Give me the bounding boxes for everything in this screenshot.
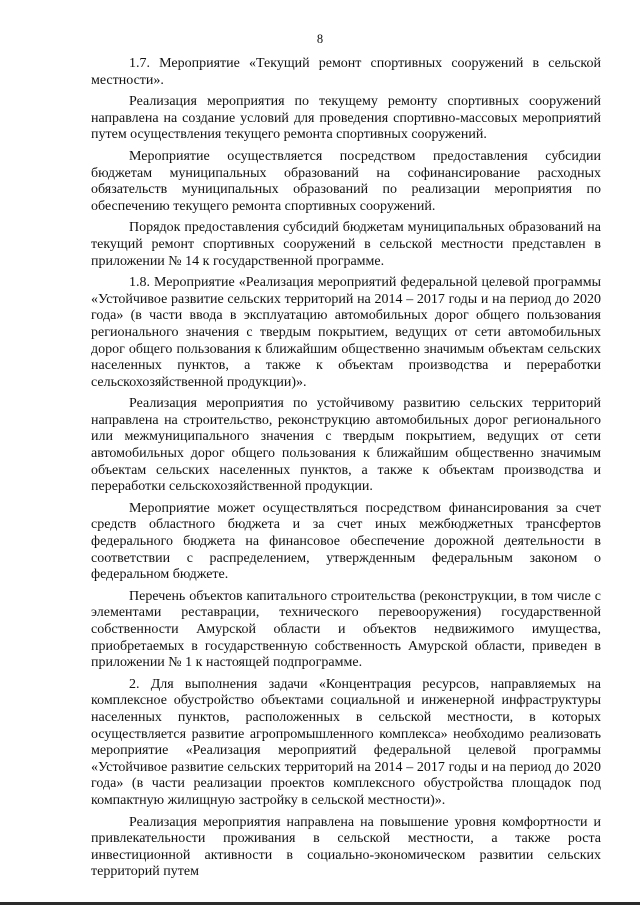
paragraph-1-7-heading: 1.7. Мероприятие «Текущий ремонт спортивных сооружений в сельской местности». (91, 56, 601, 88)
paragraph: Реализация мероприятия по устойчивому развитию сельских территорий направлена на строительство, реконструкцию автомобильных дорог регионального или межмуниципального значения с твердым покрытием, ведущих от сети автомобильных дорог общего пользования к ближайшим общественно значимым объектам сельских населенных пунктов, а также к объектам производства и переработки сельскохозяйственной продукции. (91, 396, 601, 495)
document-body (91, 56, 601, 886)
paragraph: Реализация мероприятия направлена на повышение уровня комфортности и привлекательности проживания в сельской местности, а также роста инвестиционной активности в социально-экономическом развитии сельских территорий путем (91, 814, 601, 880)
paragraph: Мероприятие может осуществляться посредством финансирования за счет средств областного бюджета и за счет иных межбюджетных трансфертов федерального бюджета на финансовое обеспечение дорожной деятельности в соответствии с распределением, утвержденным федеральным законом о федеральном бюджете. (91, 500, 601, 583)
paragraph-1-8-heading: 1.8. Мероприятие «Реализация мероприятий федеральной целевой программы «Устойчивое развитие сельских территорий на 2014 – 2017 годы и на период до 2020 года» (в части ввода в эксплуатацию автомобильных дорог общего пользования регионального значения с твердым покрытием, ведущих от сети автомобильных дорог общего пользования к ближайшим общественно значимым объектам сельских населенных пунктов, а также к объектам производства и переработки сельскохозяйственной продукции)». (91, 275, 601, 390)
paragraph-2-task: 2. Для выполнения задачи «Концентрация ресурсов, направляемых на комплексное обустройство объектами социальной и инженерной инфраструктуры населенных пунктов, расположенных в сельской местности, в которых осуществляется развитие агропромышленного комплекса» необходимо реализовать мероприятие «Реализация мероприятий федеральной целевой программы «Устойчивое развитие сельских территорий на 2014 – 2017 годы и на период до 2020 года» (в части реализации проектов комплексного обустройства площадок под компактную жилищную застройку в сельской местности)». (91, 676, 601, 808)
paragraph: Мероприятие осуществляется посредством предоставления субсидии бюджетам муниципальных образований на софинансирование расходных обязательств муниципальных образований по реализации мероприятия по обеспечению текущего ремонта спортивных сооружений. (91, 148, 601, 214)
paragraph: Порядок предоставления субсидий бюджетам муниципальных образований на текущий ремонт спортивных сооружений в сельской местности представлен в приложении № 14 к государственной программе. (91, 220, 601, 269)
page-number: 8 (316, 32, 324, 46)
paragraph: Реализация мероприятия по текущему ремонту спортивных сооружений направлена на создание условий для проведения спортивно-массовых мероприятий путем осуществления текущего ремонта спортивных сооружений. (91, 94, 601, 143)
paragraph: Перечень объектов капитального строительства (реконструкции, в том числе с элементами реставрации, технического перевооружения) государственной собственности Амурской области и объектов недвижимого имущества, приобретаемых в государственную собственность Амурской области, приведен в приложении № 1 к настоящей подпрограмме. (91, 588, 601, 671)
